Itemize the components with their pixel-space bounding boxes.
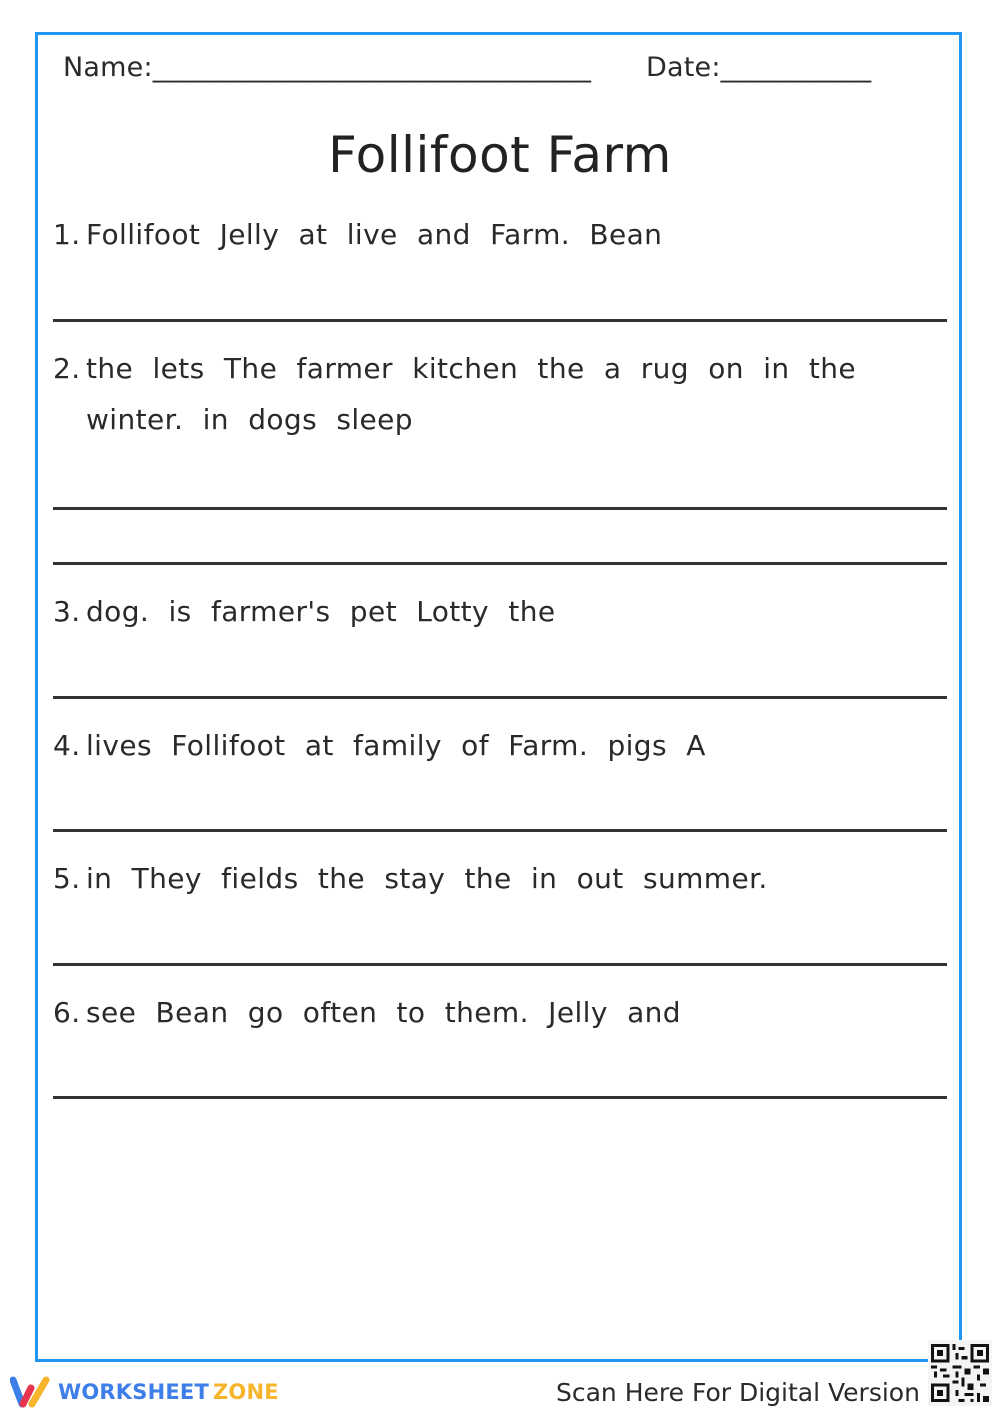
answer-line-2b[interactable] xyxy=(53,562,947,565)
worksheetzone-logo[interactable] xyxy=(10,1376,279,1408)
brand-part-zone: ZONE xyxy=(212,1380,279,1404)
answer-line-5[interactable] xyxy=(53,963,947,966)
question-4 xyxy=(53,729,706,762)
question-text: Follifoot Jelly at live and Farm. Bean xyxy=(86,218,663,251)
question-6 xyxy=(53,996,681,1029)
header-row xyxy=(63,52,872,83)
name-field[interactable]: Name:________________________________ xyxy=(63,52,592,83)
question-5 xyxy=(53,862,768,895)
date-field[interactable]: Date:___________ xyxy=(646,52,872,83)
brand-name xyxy=(58,1380,279,1404)
question-text: dog. is farmer's pet Lotty the xyxy=(86,595,556,628)
question-text: in They fields the stay the in out summer. xyxy=(86,862,768,895)
question-number: 3. xyxy=(53,595,81,628)
answer-line-4[interactable] xyxy=(53,829,947,832)
qr-code-icon[interactable] xyxy=(928,1340,992,1406)
question-text: lives Follifoot at family of Farm. pigs A xyxy=(86,729,706,762)
worksheet-title: Follifoot Farm xyxy=(328,126,672,184)
question-2 xyxy=(53,352,856,436)
question-number: 1. xyxy=(53,218,81,251)
answer-line-3[interactable] xyxy=(53,696,947,699)
answer-line-6[interactable] xyxy=(53,1096,947,1099)
question-1 xyxy=(53,218,662,251)
scan-instruction: Scan Here For Digital Version xyxy=(556,1378,920,1407)
question-number: 4. xyxy=(53,729,81,762)
question-text: the lets The farmer kitchen the a rug on in the xyxy=(86,352,857,385)
answer-line-2a[interactable] xyxy=(53,507,947,510)
answer-line-1[interactable] xyxy=(53,319,947,322)
question-number: 5. xyxy=(53,862,81,895)
question-number: 2. xyxy=(53,352,81,385)
question-text: see Bean go often to them. Jelly and xyxy=(86,996,681,1029)
question-number: 6. xyxy=(53,996,81,1029)
brand-part-worksheet: WORKSHEET xyxy=(58,1380,209,1404)
w-logo-icon xyxy=(10,1376,52,1408)
question-text-continued: winter. in dogs sleep xyxy=(86,403,413,436)
question-3 xyxy=(53,595,555,628)
